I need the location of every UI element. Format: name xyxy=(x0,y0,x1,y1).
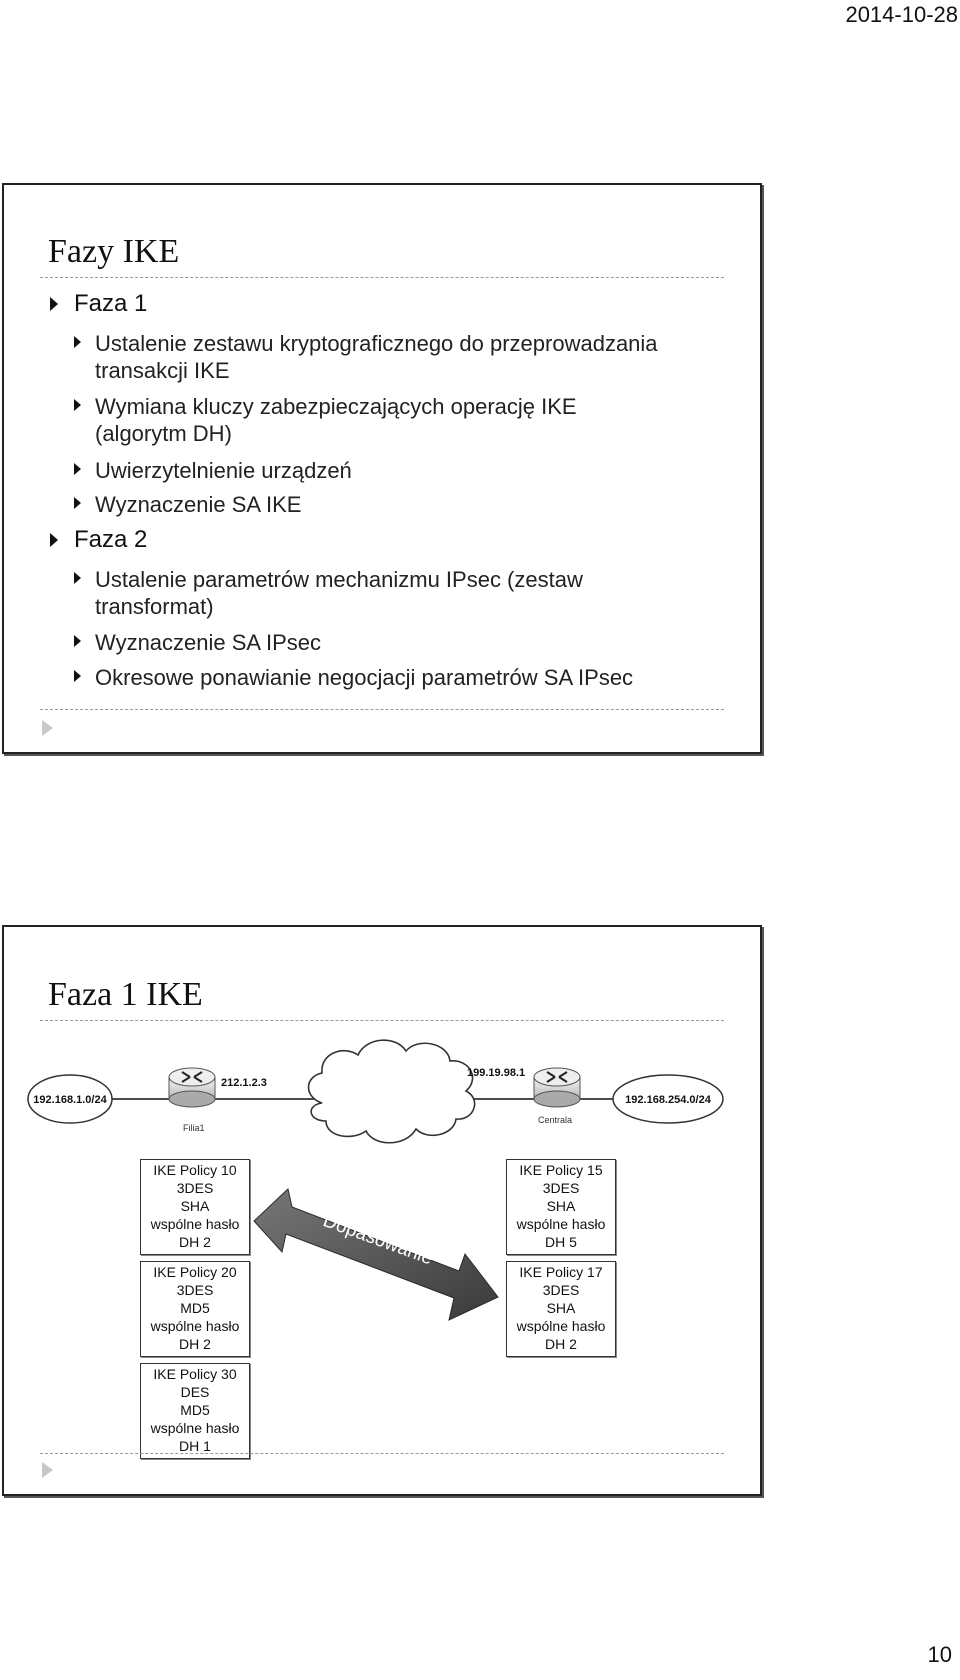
policy-box-right-1: IKE Policy 15 3DES SHA wspólne hasło DH 5 xyxy=(506,1159,616,1255)
list-item xyxy=(74,629,321,656)
phase-1-label: Faza 1 xyxy=(74,290,148,317)
phase-2-label: Faza 2 xyxy=(74,526,148,553)
router-icon xyxy=(169,1068,215,1107)
bullet-triangle-icon xyxy=(74,399,81,411)
bullet-triangle-icon xyxy=(74,635,81,647)
network-diagram xyxy=(4,927,760,1494)
policy-box-left-1: IKE Policy 10 3DES SHA wspólne hasło DH 2 xyxy=(140,1159,250,1255)
right-router-label: Centrala xyxy=(538,1115,573,1125)
slide-phase-1-ike xyxy=(2,925,762,1496)
title-separator xyxy=(40,277,724,278)
policy-box-left-2: IKE Policy 20 3DES MD5 wspólne hasło DH 2 xyxy=(140,1261,250,1357)
list-item xyxy=(74,393,577,447)
bullet-triangle-icon xyxy=(50,297,58,311)
bullet-triangle-icon xyxy=(50,533,58,547)
list-item-text: Wyznaczenie SA IPsec xyxy=(95,630,322,655)
matching-label: Dopasowanie xyxy=(320,1210,436,1270)
bullet-triangle-icon xyxy=(74,572,81,584)
footer-triangle-icon xyxy=(42,720,53,736)
page-date: 2014-10-28 xyxy=(845,2,958,27)
left-ip-label: 212.1.2.3 xyxy=(221,1077,267,1089)
bullet-triangle-icon xyxy=(74,497,81,509)
policy-box-left-3: IKE Policy 30 DES MD5 wspólne hasło DH 1 xyxy=(140,1363,250,1459)
left-lan-label: 192.168.1.0/24 xyxy=(33,1094,107,1106)
slide-phases-ike xyxy=(2,183,762,754)
footer-separator xyxy=(40,1453,724,1454)
matching-double-arrow xyxy=(254,1189,498,1320)
slide-title: Faza 1 IKE xyxy=(48,976,203,1013)
cloud-icon xyxy=(309,1040,475,1143)
list-item xyxy=(74,330,658,384)
list-item-text: Okresowe ponawianie negocjacji parametrów SA IPsec xyxy=(95,665,634,690)
right-lan xyxy=(613,1075,723,1123)
policy-box-right-2: IKE Policy 17 3DES SHA wspólne hasło DH 2 xyxy=(506,1261,616,1357)
bullet-phase-1 xyxy=(50,289,147,319)
router-icon xyxy=(534,1068,580,1107)
bullet-triangle-icon xyxy=(74,336,81,348)
right-lan-label: 192.168.254.0/24 xyxy=(625,1094,711,1106)
bullet-triangle-icon xyxy=(74,670,81,682)
list-item-text: Wyznaczenie SA IKE xyxy=(95,492,302,517)
list-item-text: Ustalenie zestawu kryptograficznego do przeprowadzania transakcji IKE xyxy=(95,331,658,383)
left-router-label: Filia1 xyxy=(183,1123,205,1133)
right-ip-label: 199.19.98.1 xyxy=(467,1067,526,1079)
list-item-text: Wymiana kluczy zabezpieczających operację IKE (algorytm DH) xyxy=(95,394,577,446)
list-item xyxy=(74,566,583,620)
footer-separator xyxy=(40,709,724,710)
left-lan xyxy=(28,1075,112,1123)
page-number: 10 xyxy=(927,1642,952,1667)
list-item xyxy=(74,457,352,484)
bullet-triangle-icon xyxy=(74,463,81,475)
list-item xyxy=(74,664,633,691)
list-item xyxy=(74,491,301,518)
list-item-text: Uwierzytelnienie urządzeń xyxy=(95,458,352,483)
bullet-phase-2 xyxy=(50,525,147,555)
list-item-text: Ustalenie parametrów mechanizmu IPsec (zestaw transformat) xyxy=(95,567,583,619)
footer-triangle-icon xyxy=(42,1462,53,1478)
slide-title: Fazy IKE xyxy=(48,233,180,270)
